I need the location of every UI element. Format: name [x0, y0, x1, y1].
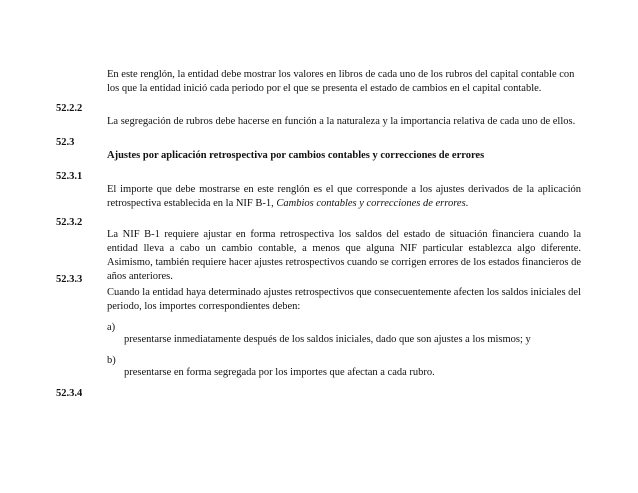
- section-number-52-3: 52.3: [56, 137, 75, 148]
- list-item-a-text: presentarse inmediatamente después de los saldos iniciales, dado que son ajustes a los mismos; y: [124, 334, 531, 345]
- section-number-52-3-4: 52.3.4: [56, 388, 83, 399]
- list-item-b-letter: b): [107, 355, 116, 366]
- paragraph-52-2-2: La segregación de rubros debe hacerse en función a la naturaleza y la importancia relativa de cada uno de ellos.: [107, 116, 576, 127]
- paragraph-52-3-1-text: El importe que debe mostrarse en este renglón es el que corresponde a los ajustes derivados de la aplicación retrospectiva establecida en la NIF B-1,: [107, 184, 581, 209]
- standard-title-reference: Cambios contables y correcciones de errores: [276, 198, 466, 209]
- section-heading-52-3: Ajustes por aplicación retrospectiva por cambios contables y correcciones de errores: [107, 150, 485, 161]
- paragraph-52-3-3: Cuando la entidad haya determinado ajustes retrospectivos que consecuentemente afecten los saldos iniciales del periodo, los importes correspondientes deben:: [107, 287, 581, 312]
- list-item-a-letter: a): [107, 322, 116, 333]
- section-number-52-2-2: 52.2.2: [56, 103, 83, 114]
- list-item-b-text: presentarse en forma segregada por los importes que afectan a cada rubro.: [124, 367, 435, 378]
- section-number-52-3-3: 52.3.3: [56, 274, 83, 285]
- section-number-52-3-1: 52.3.1: [56, 171, 83, 182]
- section-number-52-3-2: 52.3.2: [56, 217, 83, 228]
- paragraph-52-3-2: La NIF B-1 requiere ajustar en forma retrospectiva los saldos del estado de situación financiera cuando la entidad lleva a cabo un cambio contable, a menos que alguna NIF particular establezca algo diferente. Asimismo, también requiere hacer ajustes retrospectivos cuando se corrigen errores de los estados financieros de años anteriores.: [107, 229, 581, 282]
- paragraph-52-3-1: [107, 183, 581, 211]
- paragraph-52-3-1-period: .: [465, 198, 469, 209]
- intro-paragraph: En este renglón, la entidad debe mostrar los valores en libros de cada uno de los rubros del capital contable con los que la entidad inició cada periodo por el que se presenta el estado de cambios en el capital contable.: [107, 69, 575, 94]
